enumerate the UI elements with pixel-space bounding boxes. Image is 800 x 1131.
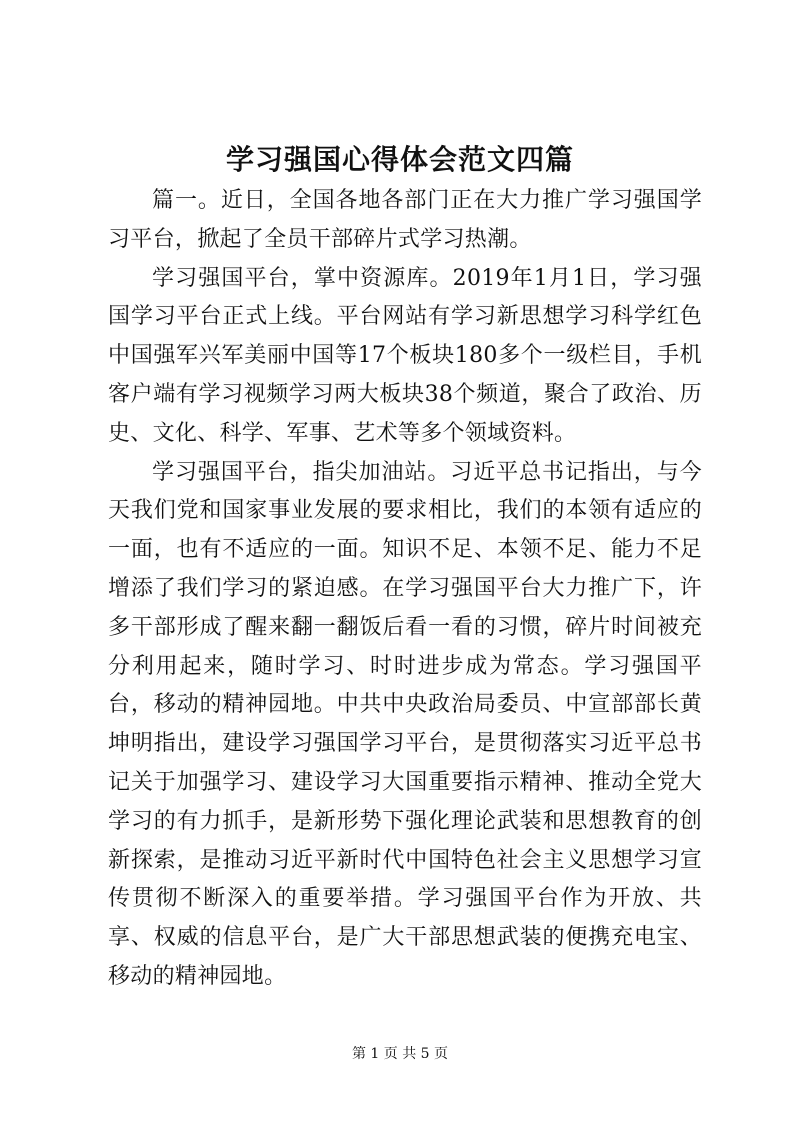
paragraph-3: 学习强国平台，指尖加油站。习近平总书记指出，与今天我们党和国家事业发展的要求相比，我们的本领有适应的一面，也有不适应的一面。知识不足、本领不足、能力不足增添了我们学习的紧迫感。在学习强国平台大力推广下，许多干部形成了醒来翻一翻饭后看一看的习惯，碎片时间被充分利用起来，随时学习、时时进步成为常态。学习强国平台，移动的精神园地。中共中央政治局委员、中宣部部长黄坤明指出，建设学习强国学习平台，是贯彻落实习近平总书记关于加强学习、建设学习大国重要指示精神、推动全党大学习的有力抓手，是新形势下强化理论武装和思想教育的创新探索，是推动习近平新时代中国特色社会主义思想学习宣传贯彻不断深入的重要举措。学习强国平台作为开放、共享、权威的信息平台，是广大干部思想武装的便携充电宝、移动的精神园地。 [108, 459, 702, 989]
paragraph-1: 篇一。近日，全国各地各部门正在大力推广学习强国学习平台，掀起了全员干部碎片式学习热潮。 [108, 188, 702, 252]
paragraph-2: 学习强国平台，掌中资源库。2019年1月1日，学习强国学习平台正式上线。平台网站有学习新思想学习科学红色中国强军兴军美丽中国等17个板块180多个一级栏目，手机客户端有学习视频学习两大板块38个频道，聚合了政治、历史、文化、科学、军事、艺术等多个领域资料。 [108, 265, 702, 446]
document-body [108, 182, 702, 997]
page-footer: 第 1 页 共 5 页 [351, 1046, 449, 1062]
document-title: 学习强国心得体会范文四篇 [225, 143, 574, 176]
